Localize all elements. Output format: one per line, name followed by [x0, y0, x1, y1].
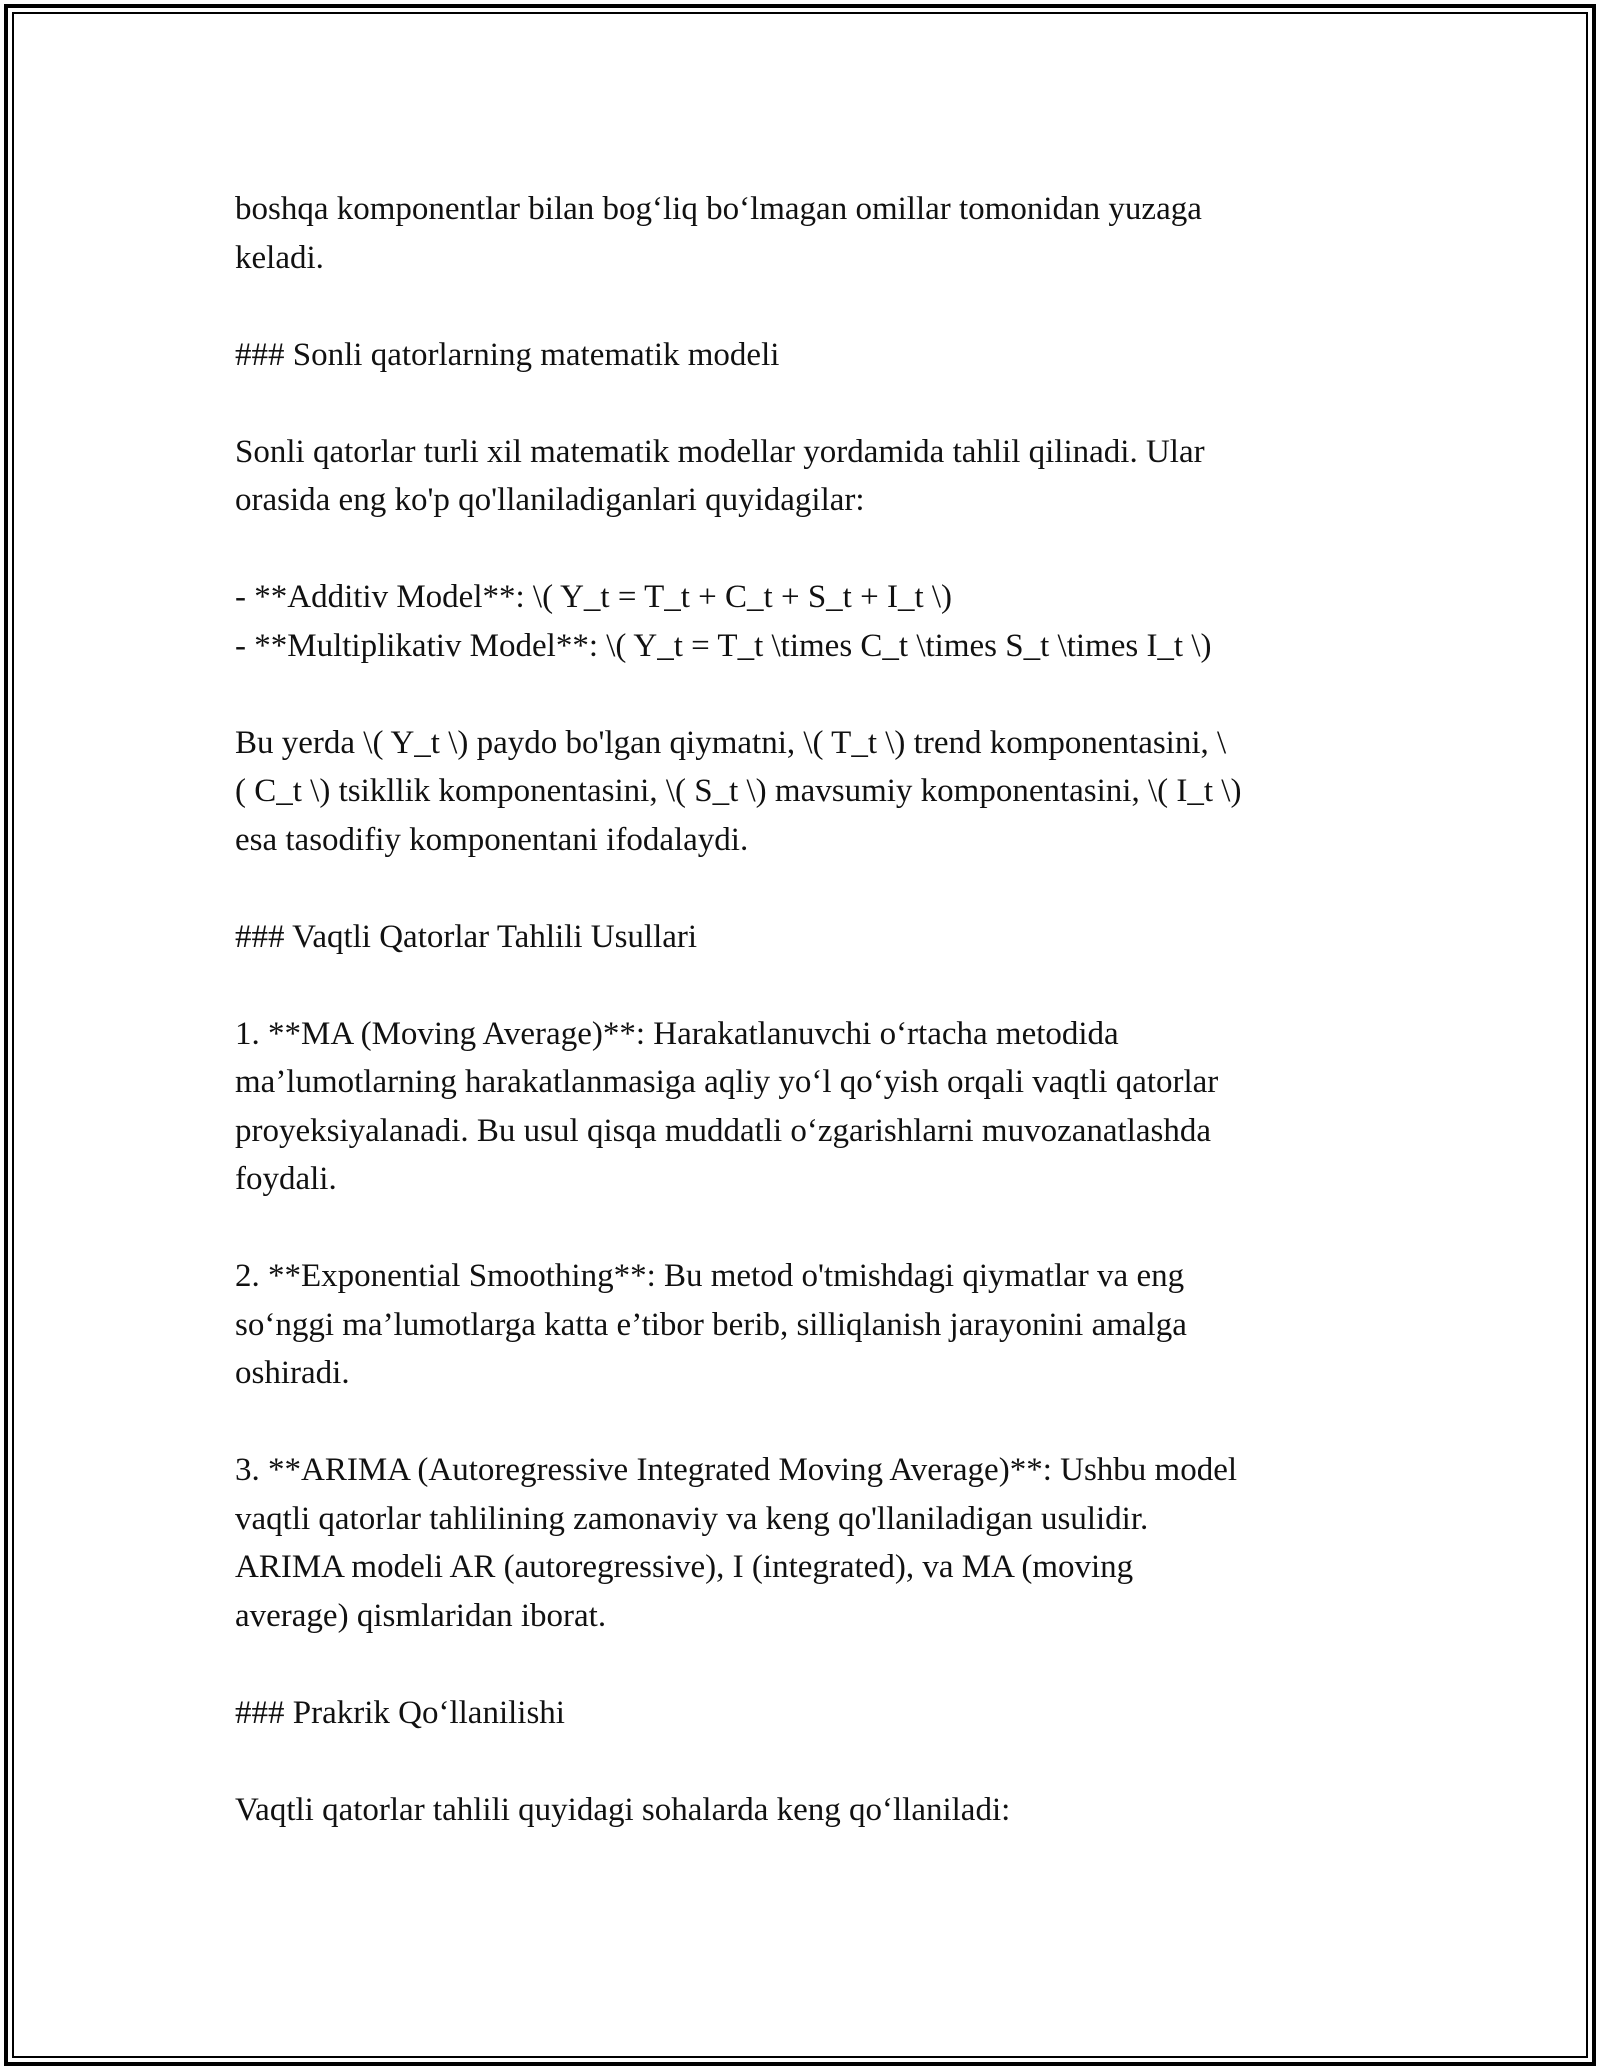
text-line: esa tasodifiy komponentani ifodalaydi. — [235, 821, 749, 858]
heading-text: ### Sonli qatorlarning matematik modeli — [235, 336, 780, 373]
text-line: Sonli qatorlar turli xil matematik modellar yordamida tahlil qilinadi. Ular — [235, 433, 1205, 470]
text-line: oshiradi. — [235, 1355, 350, 1391]
heading-practical — [235, 1689, 1375, 1738]
paragraph-method-arima — [235, 1446, 1375, 1640]
text-line: 1. **MA (Moving Average)**: Harakatlanuvchi o‘rtacha metodida — [235, 1015, 1119, 1052]
paragraph-intro-tail — [235, 185, 1375, 282]
text-line: orasida eng ko'p qo'llaniladiganlari quyidagilar: — [235, 482, 865, 518]
text-line: boshqa komponentlar bilan bog‘liq bo‘lmagan omillar tomonidan yuzaga — [235, 191, 1202, 227]
paragraph-method-ma — [235, 1010, 1375, 1204]
text-line: proyeksiyalanadi. Bu usul qisqa muddatli o‘zgarishlarni muvozanatlashda — [235, 1112, 1212, 1149]
text-line: ma’lumotlarning harakatlanmasiga aqliy yo‘l qo‘yish orqali vaqtli qatorlar — [235, 1064, 1219, 1100]
heading-methods — [235, 913, 1375, 962]
document-body — [235, 185, 1375, 1883]
heading-text: ### Prakrik Qo‘llanilishi — [235, 1694, 565, 1731]
text-line: Vaqtli qatorlar tahlili quyidagi sohalarda keng qo‘llaniladi: — [235, 1791, 1011, 1828]
text-line: Bu yerda \( Y_t \) paydo bo'lgan qiymatni, \( T_t \) trend komponentasini, \ — [235, 724, 1227, 761]
text-line: 3. **ARIMA (Autoregressive Integrated Moving Average)**: Ushbu model — [235, 1452, 1238, 1488]
text-line: ( C_t \) tsikllik komponentasini, \( S_t \) mavsumiy komponentasini, \( I_t \) — [235, 773, 1242, 809]
text-line: ARIMA modeli AR (autoregressive), I (integrated), va MA (moving — [235, 1549, 1134, 1585]
text-line: average) qismlaridan iborat. — [235, 1597, 607, 1634]
list-item: - **Additiv Model**: \( Y_t = T_t + C_t + S_t + I_t \) — [235, 579, 953, 615]
text-line: so‘nggi ma’lumotlarga katta e’tibor berib, silliqlanish jarayonini amalga — [235, 1306, 1187, 1343]
paragraph-models-intro — [235, 428, 1375, 525]
heading-text: ### Vaqtli Qatorlar Tahlili Usullari — [235, 918, 698, 955]
text-line: keladi. — [235, 239, 324, 276]
paragraph-components-explanation — [235, 719, 1375, 865]
text-line: 2. **Exponential Smoothing**: Bu metod o'tmishdagi qiymatlar va eng — [235, 1258, 1185, 1294]
list-item: - **Multiplikativ Model**: \( Y_t = T_t \times C_t \times S_t \times I_t \) — [235, 627, 1212, 664]
text-line: foydali. — [235, 1161, 337, 1197]
models-list — [235, 573, 1375, 670]
heading-math-model — [235, 331, 1375, 380]
paragraph-practical-intro — [235, 1786, 1375, 1835]
text-line: vaqtli qatorlar tahlilining zamonaviy va keng qo'llaniladigan usulidir. — [235, 1500, 1149, 1537]
paragraph-method-exp-smoothing — [235, 1252, 1375, 1398]
